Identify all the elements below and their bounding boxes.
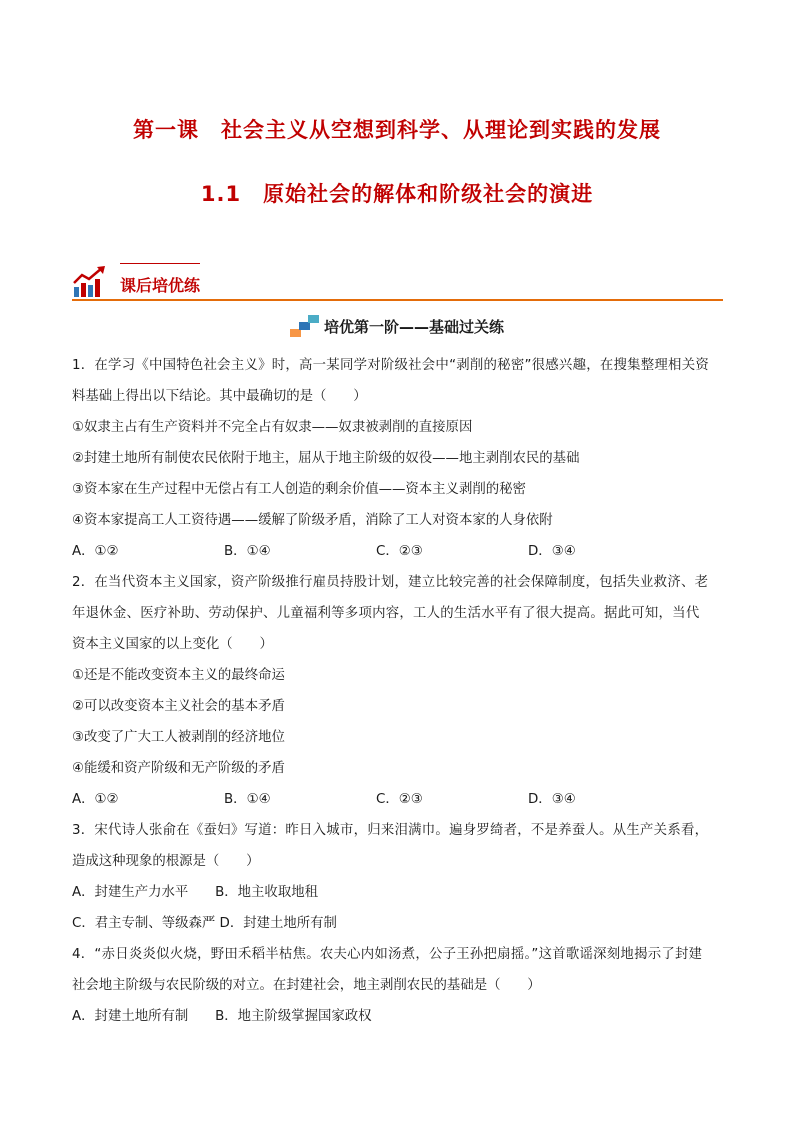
subsection-label: 培优第一阶——基础过关练: [323, 318, 504, 336]
section-header: [72, 263, 723, 301]
lesson-title: 第一课 社会主义从空想到科学、从理论到实践的发展: [133, 118, 661, 142]
question-list: [72, 350, 724, 1032]
question-stem: 4．“赤日炎炎似火烧，野田禾稻半枯焦。农夫心内如汤煮，公子王孙把扇摇。”这首歌谣深刻地揭示了封建: [72, 947, 703, 962]
statement: ④资本家提高工人工资待遇——缓解了阶级矛盾，消除了工人对资本家的人身依附: [72, 513, 553, 528]
statement: ④能缓和资产阶级和无产阶级的矛盾: [72, 761, 285, 776]
statement: ③改变了广大工人被剥削的经济地位: [72, 730, 285, 745]
question-stem: 3．宋代诗人张俞在《蚕妇》写道：昨日入城市，归来泪满巾。遍身罗绮者，不是养蚕人。从生产关系看，: [72, 823, 709, 838]
option-d[interactable]: D．③④: [528, 544, 576, 559]
question-stem: 1．在学习《中国特色社会主义》时，高一某同学对阶级社会中“剥削的秘密”很感兴趣，在搜集整理相关资: [72, 358, 709, 373]
option-d[interactable]: D．③④: [528, 792, 576, 807]
stairs-icon: [290, 314, 320, 338]
question-stem: 料基础上得出以下结论。其中最确切的是（ ）: [72, 389, 367, 404]
section-title: 1.1 原始社会的解体和阶级社会的演进: [200, 182, 594, 206]
statement: ②可以改变资本主义社会的基本矛盾: [72, 699, 285, 714]
question-2: [72, 567, 724, 815]
question-stem: 资本主义国家的以上变化（ ）: [72, 637, 273, 652]
answer-options: [72, 784, 724, 815]
section-label: 课后培优练: [120, 276, 201, 295]
answer-option-line[interactable]: A．封建生产力水平 B．地主收取地租: [72, 885, 318, 900]
question-stem: 年退休金、医疗补助、劳动保护、儿童福利等多项内容，工人的生活水平有了很大提高。据此可知，当代: [72, 606, 700, 621]
statement: ①奴隶主占有生产资料并不完全占有奴隶——奴隶被剥削的直接原因: [72, 420, 473, 435]
answer-option-line[interactable]: A．封建土地所有制 B．地主阶级掌握国家政权: [72, 1009, 372, 1024]
question-1: [72, 350, 724, 567]
option-c[interactable]: C．②③: [376, 792, 423, 807]
question-stem: 造成这种现象的根源是（ ）: [72, 854, 260, 869]
statement: ③资本家在生产过程中无偿占有工人创造的剩余价值——资本主义剥削的秘密: [72, 482, 526, 497]
option-a[interactable]: A．①②: [72, 544, 119, 559]
answer-option-line[interactable]: C．君主专制、等级森严 D．封建土地所有制: [72, 916, 337, 931]
option-b[interactable]: B．①④: [224, 792, 271, 807]
option-a[interactable]: A．①②: [72, 792, 119, 807]
growth-chart-icon: [72, 265, 108, 299]
header-top-line: [120, 263, 200, 264]
option-c[interactable]: C．②③: [376, 544, 423, 559]
section-rule: [72, 299, 723, 301]
subsection-header: [0, 316, 794, 340]
statement: ①还是不能改变资本主义的最终命运: [72, 668, 285, 683]
question-stem: 2．在当代资本主义国家，资产阶级推行雇员持股计划，建立比较完善的社会保障制度，包括失业救济、老: [72, 575, 709, 590]
question-3: [72, 815, 724, 939]
answer-options: [72, 536, 724, 567]
statement: ②封建土地所有制使农民依附于地主，屈从于地主阶级的奴役——地主剥削农民的基础: [72, 451, 580, 466]
question-4: [72, 939, 724, 1032]
question-stem: 社会地主阶级与农民阶级的对立。在封建社会，地主剥削农民的基础是（ ）: [72, 978, 541, 993]
option-b[interactable]: B．①④: [224, 544, 271, 559]
